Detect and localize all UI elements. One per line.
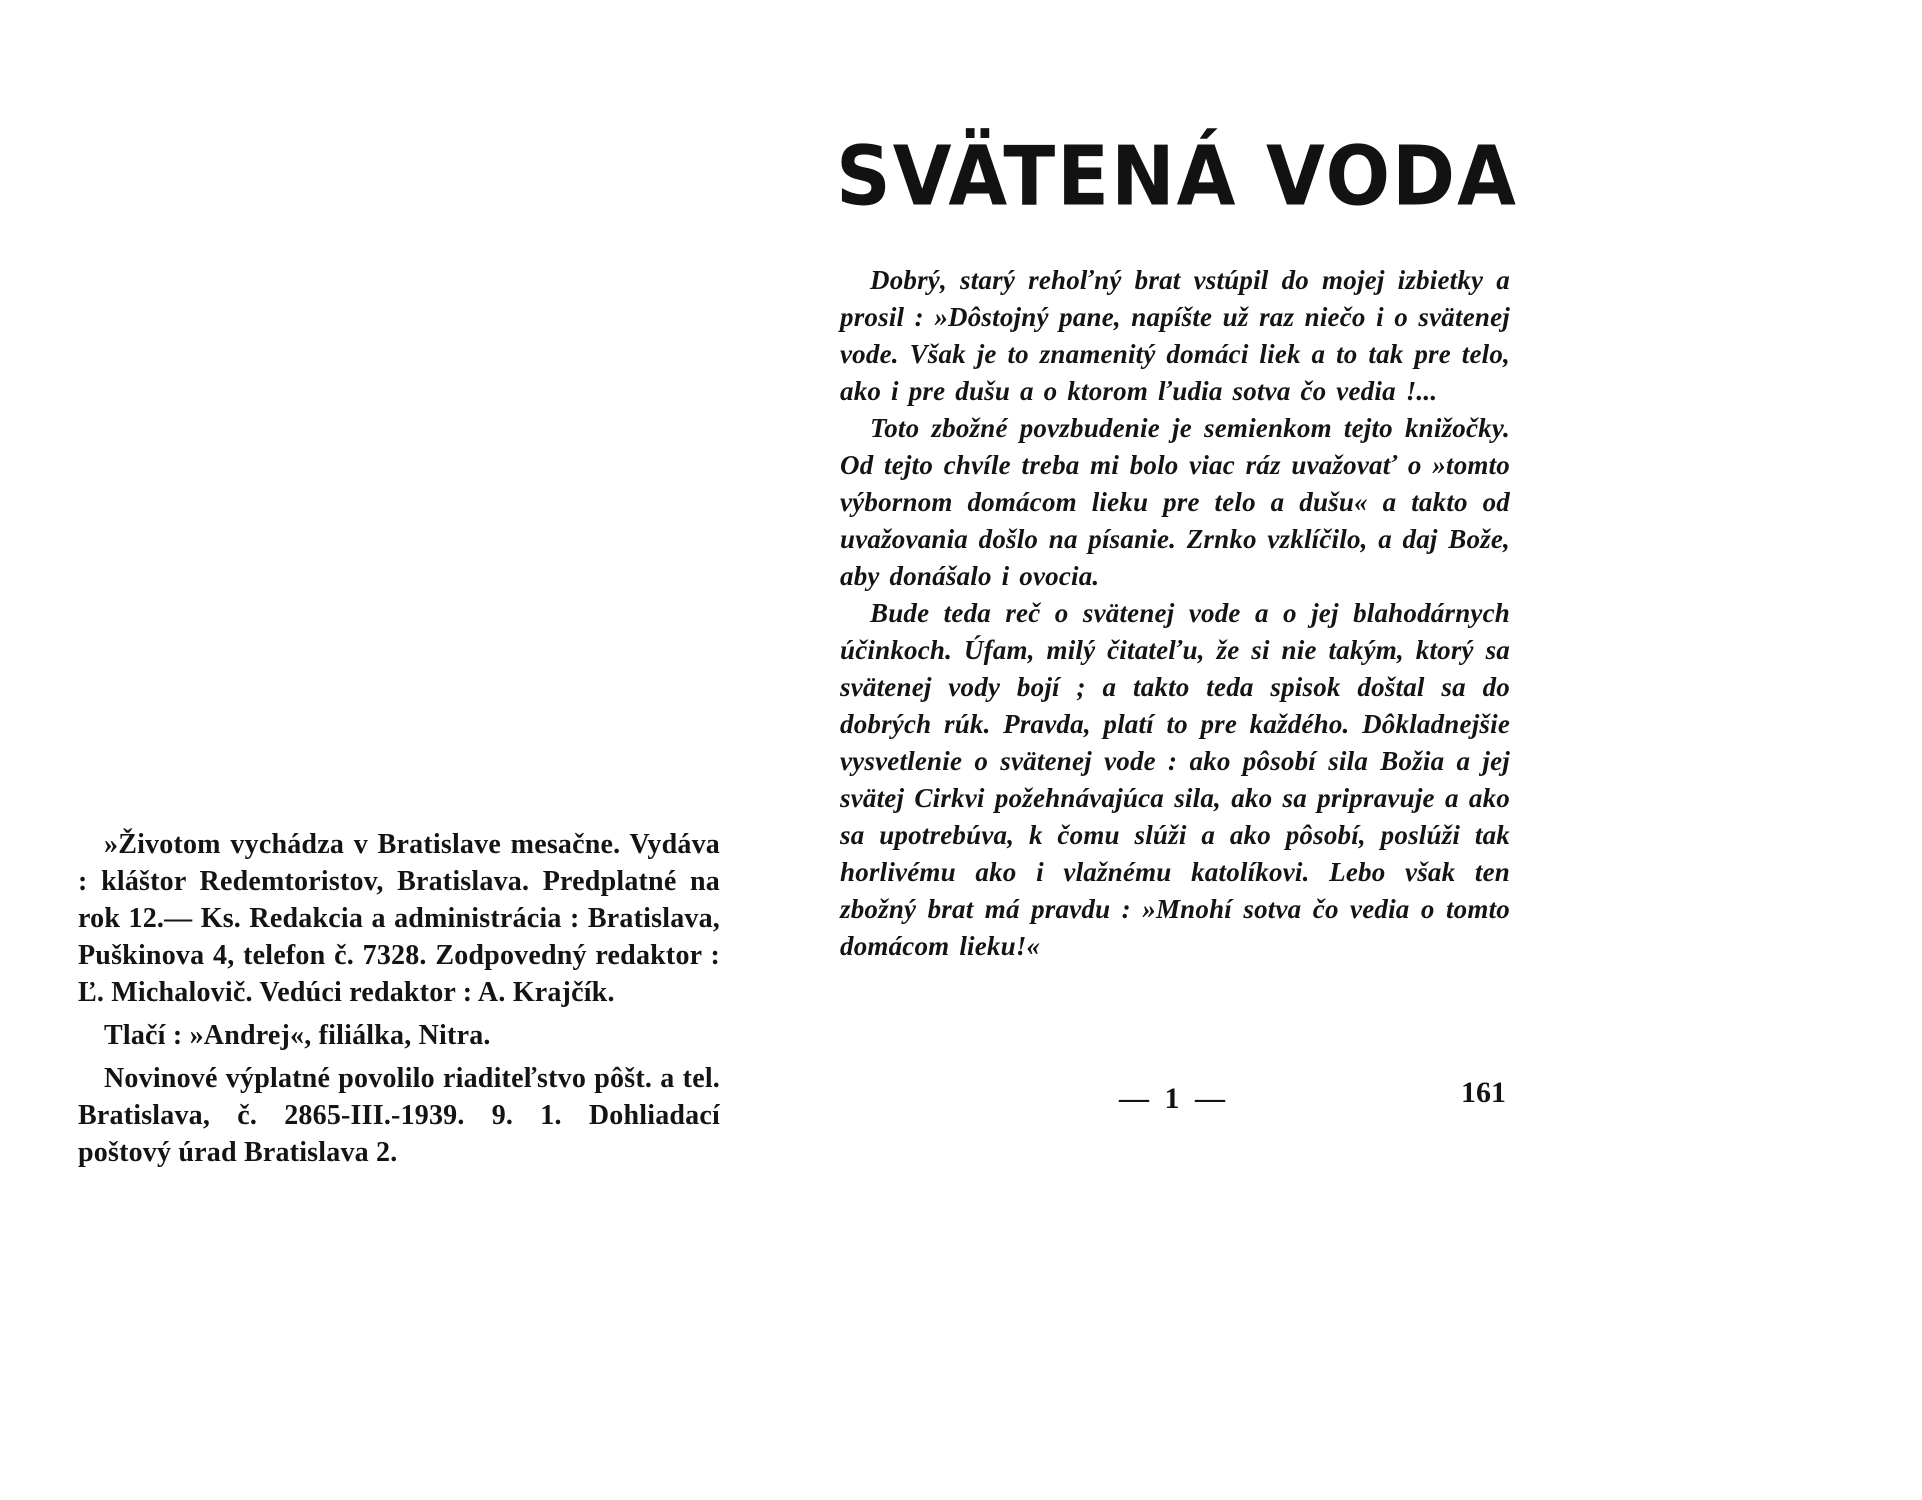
body-paragraph: Bude teda reč o svätenej vode a o jej blahodárnych účinkoch. Úfam, milý čitateľu, že si nie takým, ktorý sa svätenej vody bojí ; a takto teda spisok doštal sa do dobrých rúk. Pravda, platí to pre každého. Dôkladnejšie vysvetlenie o svätenej vode : ako pôsobí sila Božia a jej svätej Cirkvi požehnávajúca sila, ako sa pripravuje a ako sa upotrebúva, k čomu slúži a ako pôsobí, poslúži tak horlivému ako i vlažnému katolíkovi. Lebo však ten zbožný brat má pravdu : »Mnohí sotva čo vedia o tomto domácom lieku!« — [840, 598, 1510, 961]
body-paragraph: Dobrý, starý rehoľný brat vstúpil do mojej izbietky a prosil : »Dôstojný pane, napíšte už raz niečo i o svätenej vode. Však je to znamenitý domáci liek a to tak pre telo, ako i pre dušu a o ktorom ľudia sotva čo vedia !... — [840, 265, 1510, 406]
chapter-body — [840, 262, 1510, 965]
imprint-paragraph: Tlačí : »Andrej«, filiálka, Nitra. — [104, 1020, 491, 1051]
footer-row — [836, 1076, 1512, 1122]
body-paragraph: Toto zbožné povzbudenie je semienkom tejto knižočky. Od tejto chvíle treba mi bolo viac ráz uvažovať o »tomto výbornom domácom lieku pre telo a dušu« a takto od uvažovania došlo na písanie. Zrnko vzklíčilo, a daj Bože, aby donášalo i ovocia. — [840, 413, 1510, 591]
folio-number: 161 — [1461, 1076, 1506, 1109]
imprint-block — [78, 826, 720, 1171]
page-footer: — 1 — — [1119, 1082, 1229, 1115]
imprint-paragraph: »Životom vychádza v Bratislave mesačne. Vydáva : kláštor Redemtoristov, Bratislava. Predplatné na rok 12.— Ks. Redakcia a administrácia : Bratislava, Puškinova 4, telefon č. 7328. Zodpovedný redaktor : Ľ. Michalovič. Vedúci redaktor : A. Krajčík. — [78, 829, 720, 1008]
chapter-title: SVÄTENÁ VODA — [836, 128, 1518, 225]
imprint-paragraph: Novinové výplatné povolilo riaditeľstvo pôšt. a tel. Bratislava, č. 2865-III.-1939. 9. 1. Dohliadací poštový úrad Bratislava 2. — [78, 1063, 720, 1168]
right-page — [836, 0, 1518, 1500]
left-page — [78, 826, 720, 1177]
